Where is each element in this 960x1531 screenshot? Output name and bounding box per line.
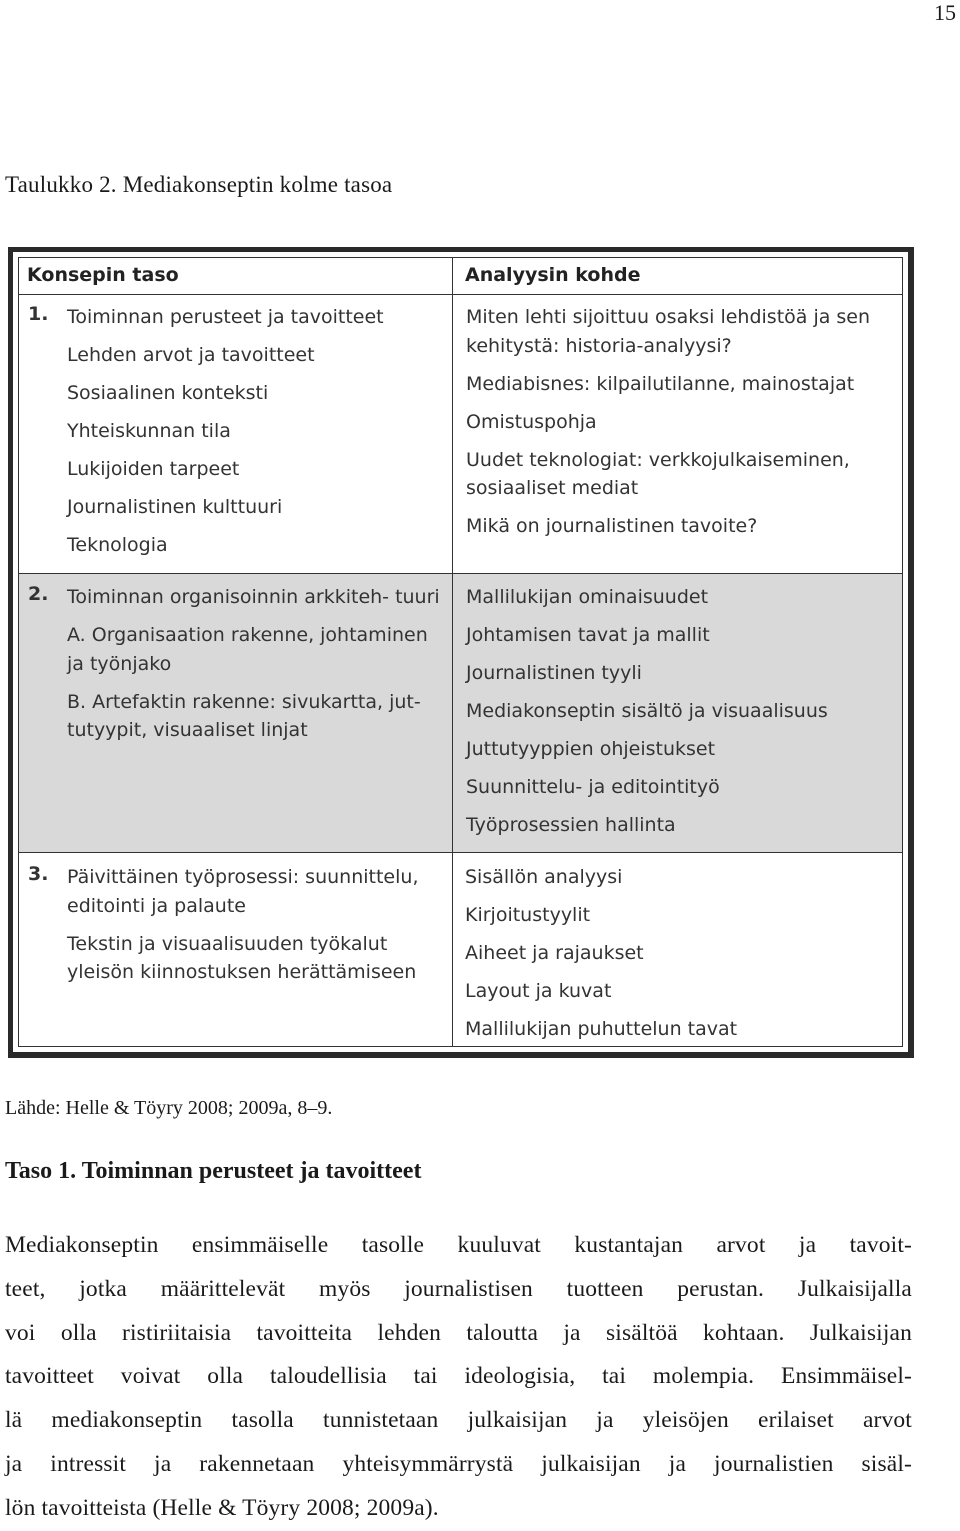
level3-right-item: Aiheet ja rajaukset xyxy=(465,942,644,964)
level-number: 2. xyxy=(28,583,49,605)
page-number: 15 xyxy=(934,0,956,25)
level1-right-item: Mikä on journalistinen tavoite? xyxy=(466,515,758,537)
level2-right-item: Mallilukijan ominaisuudet xyxy=(466,586,709,608)
level1-left-item: Toiminnan perusteet ja tavoitteet xyxy=(67,306,384,328)
level2-right-item: Työprosessien hallinta xyxy=(466,814,676,836)
table-row-level-2 xyxy=(19,574,902,853)
level3-left-item: Tekstin ja visuaalisuuden työkalut yleisön kiinnostuksen herättämiseen xyxy=(67,932,417,983)
media-concept-table xyxy=(8,247,914,1058)
level1-left-item: Lukijoiden tarpeet xyxy=(67,458,240,480)
body-line: Mediakonseptin ensimmäiselle tasolle kuuluvat kustantajan arvot ja tavoit- xyxy=(5,1232,912,1258)
body-line: tavoitteet voivat olla taloudellisia tai ideologisia, tai molempia. Ensimmäisel- xyxy=(5,1363,912,1390)
body-line: voi olla ristiriitaisia tavoitteita lehden taloutta ja sisältöä kohtaan. Julkaisijan xyxy=(5,1319,912,1346)
level-number: 3. xyxy=(28,863,49,885)
level2-right-item: Juttutyyppien ohjeistukset xyxy=(466,738,716,760)
body-line: teet, jotka määrittelevät myös journalistisen tuotteen perustan. Julkaisijalla xyxy=(5,1275,912,1302)
level1-right-item: Omistuspohja xyxy=(466,410,597,433)
level3-right-item: Layout ja kuvat xyxy=(465,980,612,1002)
header-concept-level: Konsepin taso xyxy=(27,264,179,286)
level3-right-item: Sisällön analyysi xyxy=(465,866,623,888)
level1-left-item: Teknologia xyxy=(67,534,168,556)
level2-right-item: Mediakonseptin sisältö ja visuaalisuus xyxy=(466,700,828,722)
level2-left-item: Toiminnan organisoinnin arkkiteh- tuuri xyxy=(67,586,440,608)
table-caption: Taulukko 2. Mediakonseptin kolme tasoa xyxy=(5,172,393,197)
level3-right-item: Kirjoitustyylit xyxy=(465,904,591,926)
header-analysis-target: Analyysin kohde xyxy=(465,264,641,286)
level3-left-item: Päivittäinen työprosessi: suunnittelu, editointi ja palaute xyxy=(67,866,419,917)
level1-right-item: Uudet teknologiat: verkkojulkaiseminen, sosiaaliset mediat xyxy=(466,448,850,499)
section-heading: Taso 1. Toiminnan perusteet ja tavoitteet xyxy=(5,1158,422,1184)
level1-left-item: Yhteiskunnan tila xyxy=(67,420,231,442)
level3-right-item: Mallilukijan puhuttelun tavat xyxy=(465,1018,738,1040)
level1-left-item: Sosiaalinen konteksti xyxy=(67,382,269,404)
level2-right-item: Journalistinen tyyli xyxy=(466,662,642,684)
level2-right-item: Johtamisen tavat ja mallit xyxy=(466,624,710,646)
level1-right-item: Miten lehti sijoittuu osaksi lehdistöä ja sen kehitystä: historia-analyysi? xyxy=(466,306,871,357)
level2-left-item: B. Artefaktin rakenne: sivukartta, jut- tutyypit, visuaaliset linjat xyxy=(67,690,421,741)
table-header-row xyxy=(19,258,902,295)
body-line: lä mediakonseptin tasolla tunnistetaan julkaisijan ja yleisöjen erilaiset arvot xyxy=(5,1407,912,1434)
table-source: Lähde: Helle & Töyry 2008; 2009a, 8–9. xyxy=(5,1097,333,1119)
table-row-level-3 xyxy=(19,853,902,1046)
body-paragraph xyxy=(5,1224,912,1531)
table-row-level-1 xyxy=(19,295,902,574)
level2-left-item: A. Organisaation rakenne, johtaminen ja työnjako xyxy=(67,624,428,675)
body-line: ja intressit ja rakennetaan yhteisymmärrystä julkaisijan ja journalistien sisäl- xyxy=(5,1450,912,1477)
level1-left-item: Journalistinen kulttuuri xyxy=(67,496,283,518)
level-number: 1. xyxy=(28,303,49,325)
level1-left-item: Lehden arvot ja tavoitteet xyxy=(67,344,315,366)
level2-right-item: Suunnittelu- ja editointityö xyxy=(466,776,720,798)
level1-right-item: Mediabisnes: kilpailutilanne, mainostajat xyxy=(466,372,855,395)
body-line: lön tavoitteista (Helle & Töyry 2008; 2009a). xyxy=(5,1494,439,1521)
